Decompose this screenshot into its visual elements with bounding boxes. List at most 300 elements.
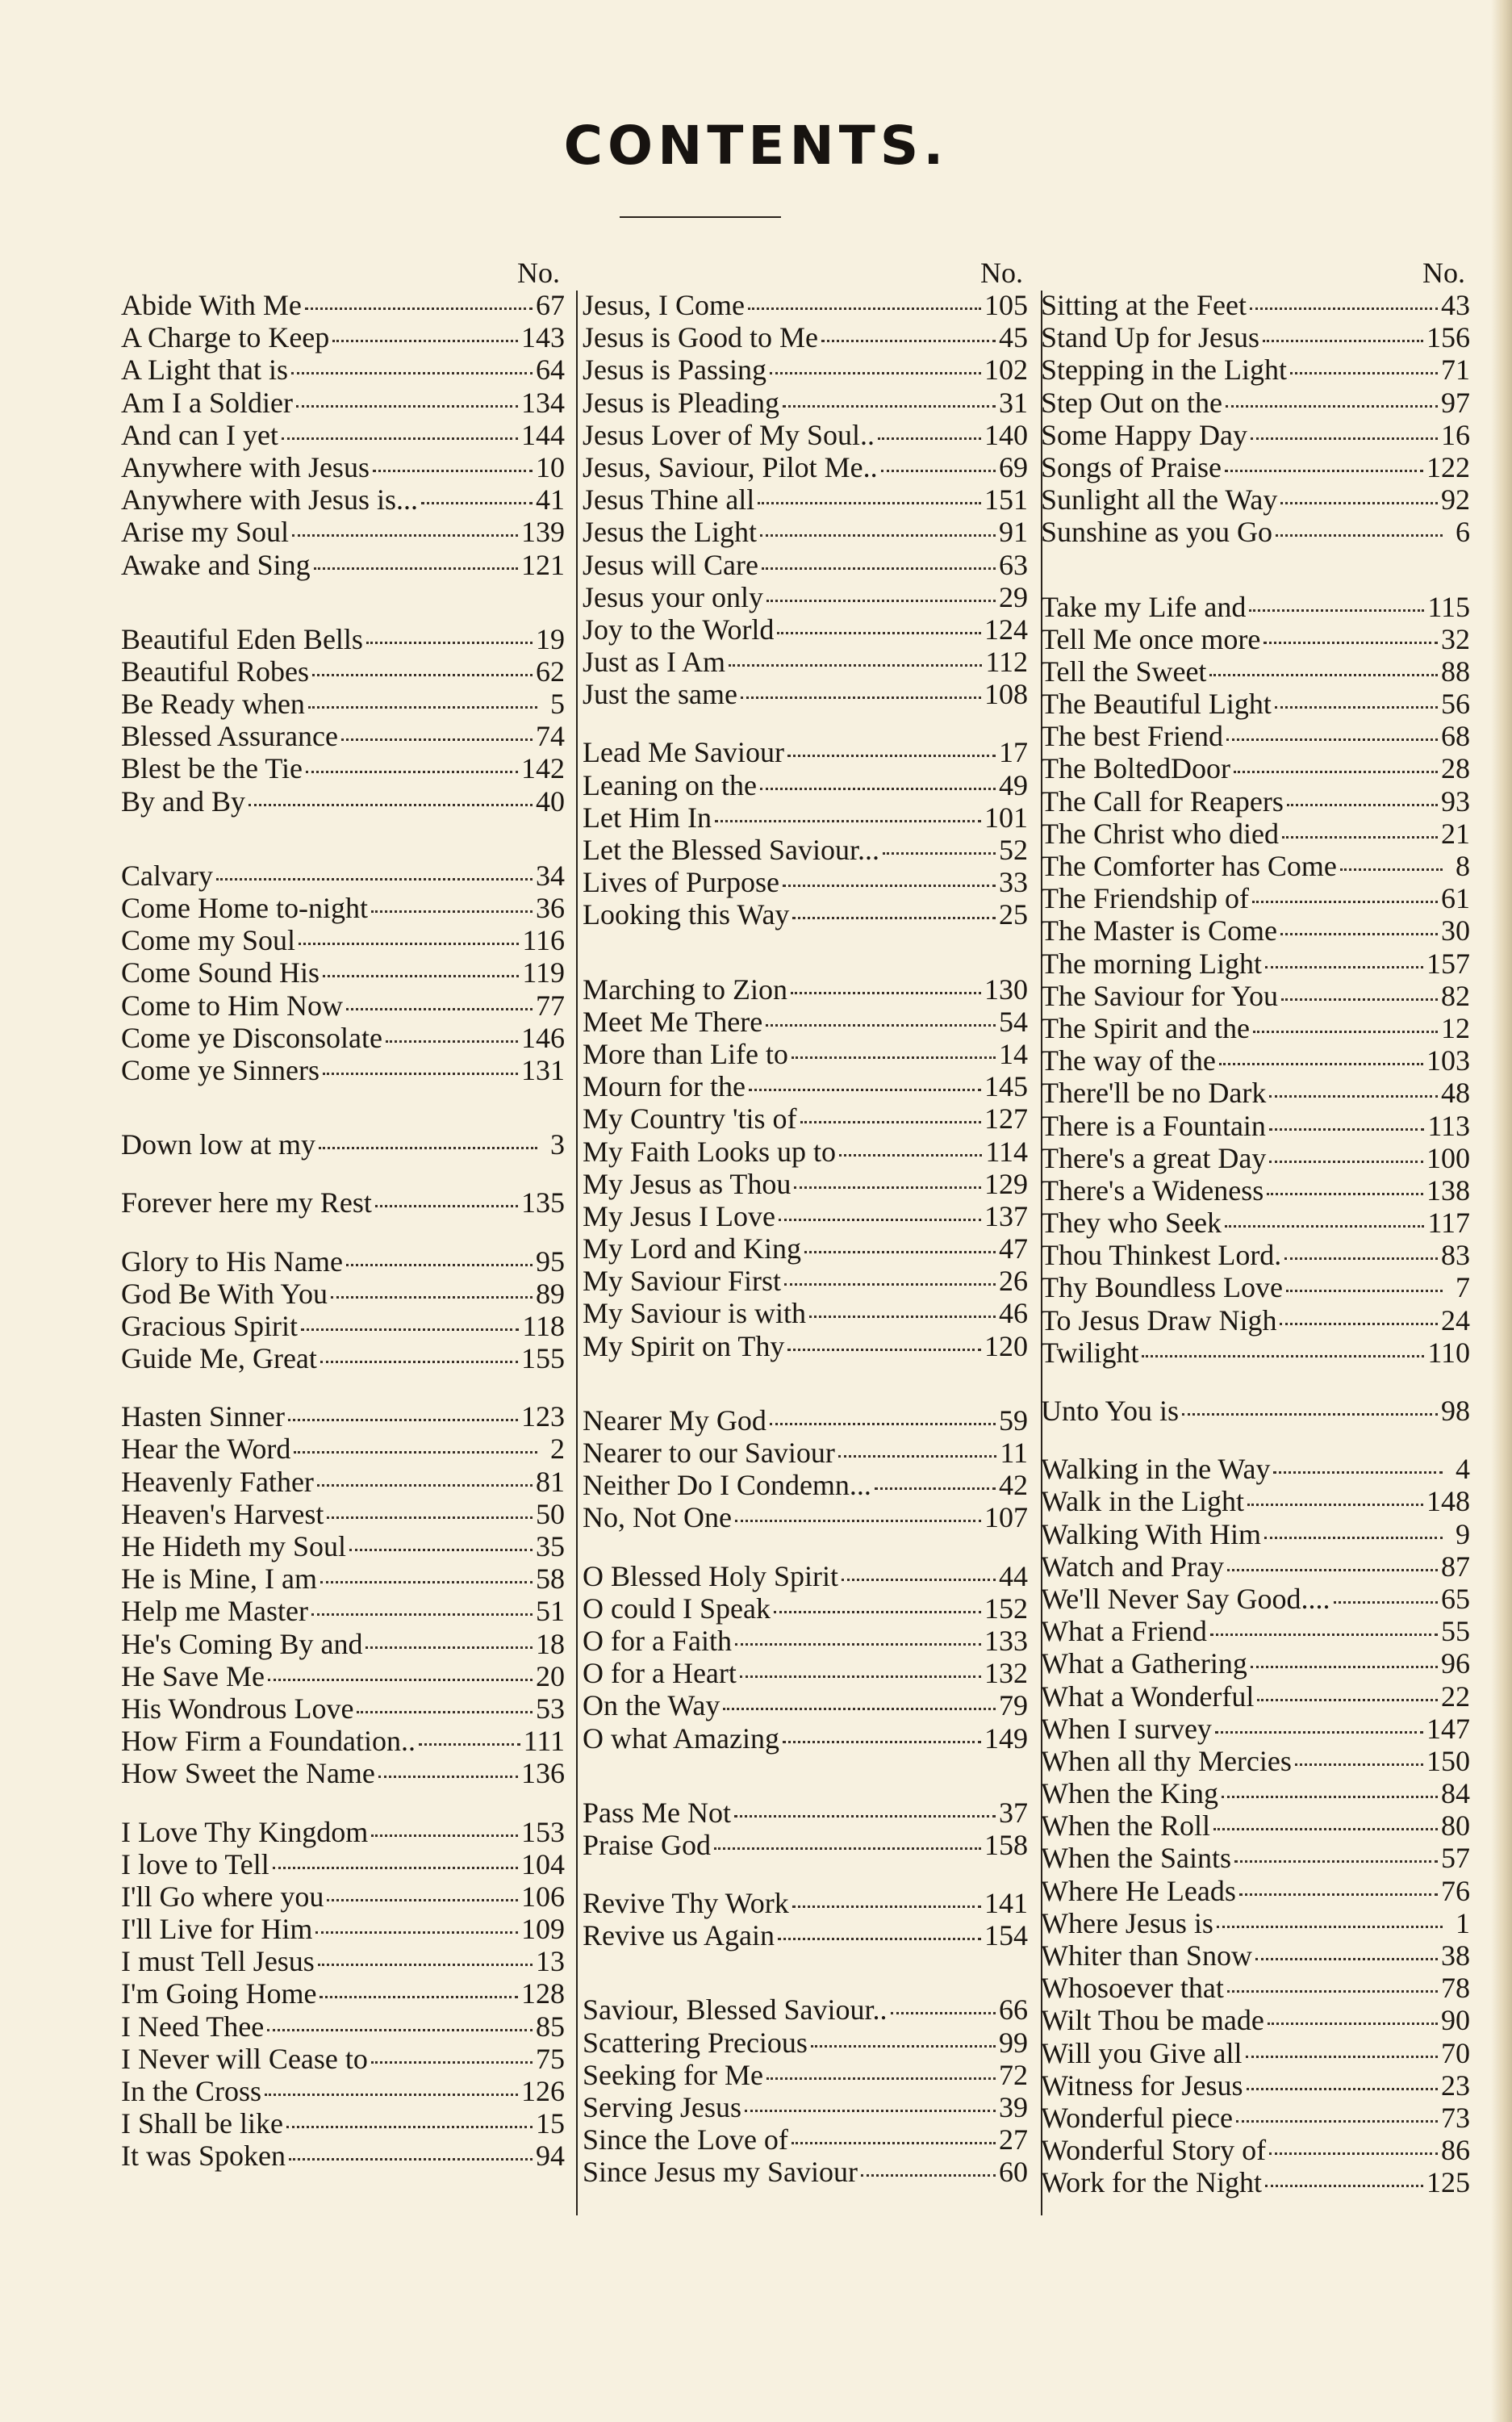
- hymn-title: There's a great Day: [1041, 1141, 1267, 1174]
- contents-entry: [1041, 1583, 1470, 1615]
- dot-leader: [745, 2110, 996, 2112]
- hymn-number: 1: [1456, 1906, 1470, 1939]
- hymn-number: 22: [1441, 1680, 1470, 1713]
- entry-group: [121, 289, 565, 581]
- dot-leader: [1276, 534, 1443, 537]
- hymn-title: Mourn for the: [583, 1070, 746, 1103]
- hymn-number: 40: [536, 784, 565, 818]
- hymn-number: 142: [521, 752, 565, 785]
- dot-leader: [1227, 1569, 1438, 1571]
- dot-leader: [306, 771, 518, 773]
- hymn-number: 150: [1426, 1744, 1470, 1777]
- dot-leader: [289, 2158, 533, 2161]
- hymn-title: What a Gathering: [1041, 1647, 1247, 1680]
- hymn-title: God Be With You: [121, 1277, 328, 1310]
- hymn-number: 52: [999, 834, 1028, 866]
- hymn-title: Jesus is Good to Me: [583, 321, 819, 354]
- dot-leader: [332, 340, 518, 342]
- contents-entry: [121, 1128, 565, 1161]
- hymn-number: 62: [536, 655, 565, 688]
- contents-entry: [583, 973, 1028, 1006]
- hymn-number: 112: [985, 646, 1028, 679]
- hymn-title: Blessed Assurance: [121, 720, 338, 753]
- contents-entry: [121, 483, 565, 516]
- hymn-number: 158: [984, 1828, 1028, 1861]
- hymn-number: 145: [984, 1070, 1028, 1103]
- contents-entry: [1041, 1745, 1470, 1777]
- contents-entry: [583, 1168, 1028, 1200]
- hymn-title: Pass Me Not: [583, 1796, 732, 1829]
- hymn-number: 12: [1441, 1011, 1470, 1044]
- hymn-number: 32: [1441, 622, 1470, 655]
- hymn-title: Come ye Sinners: [121, 1053, 320, 1086]
- hymn-number: 73: [1441, 2101, 1470, 2134]
- hymn-title: Come to Him Now: [121, 989, 343, 1022]
- hymn-number: 95: [536, 1244, 565, 1278]
- contents-entry: [583, 613, 1028, 646]
- dot-leader: [760, 534, 996, 537]
- hymn-number: 152: [984, 1592, 1028, 1625]
- dot-leader: [734, 1815, 996, 1818]
- contents-entry: [583, 321, 1028, 353]
- hymn-title: Down low at my: [121, 1128, 315, 1161]
- dot-leader: [1269, 1095, 1438, 1098]
- dot-leader: [1217, 1926, 1443, 1928]
- dot-leader: [341, 738, 533, 741]
- dot-leader: [821, 340, 996, 342]
- hymn-title: Jesus Thine all: [583, 483, 755, 517]
- hymn-number: 21: [1441, 817, 1470, 850]
- dot-leader: [291, 372, 533, 374]
- hymn-number: 48: [1441, 1077, 1470, 1110]
- hymn-number: 84: [1441, 1777, 1470, 1810]
- hymn-number: 26: [999, 1265, 1028, 1298]
- hymn-title: Thou Thinkest Lord.: [1041, 1239, 1282, 1272]
- contents-entry: [121, 752, 565, 784]
- dot-leader: [766, 1024, 996, 1027]
- dot-leader: [1234, 1860, 1438, 1863]
- dot-leader: [421, 502, 533, 504]
- dot-leader: [766, 2077, 996, 2080]
- hymn-title: It was Spoken: [121, 2140, 286, 2173]
- hymn-number: 14: [999, 1037, 1028, 1070]
- dot-leader: [792, 2142, 996, 2144]
- contents-entry: [121, 924, 565, 956]
- hymn-number: 120: [984, 1329, 1028, 1362]
- contents-entry: [1041, 1550, 1470, 1583]
- dot-leader: [1264, 1537, 1443, 1539]
- contents-entry: [121, 1022, 565, 1054]
- dot-leader: [735, 1520, 981, 1522]
- contents-entry: [583, 2123, 1028, 2156]
- contents-entry: [121, 1913, 565, 1945]
- hymn-title: My Lord and King: [583, 1232, 801, 1265]
- hymn-title: No, Not One: [583, 1501, 732, 1534]
- contents-entry: [1041, 1304, 1470, 1336]
- hymn-title: Witness for Jesus: [1041, 2069, 1243, 2102]
- hymn-number: 89: [536, 1277, 565, 1310]
- title-rule: [620, 216, 781, 218]
- dot-leader: [375, 1205, 518, 1207]
- contents-entry: [121, 1945, 565, 1977]
- hymn-number: 88: [1441, 655, 1470, 688]
- contents-entry: [1041, 1485, 1470, 1517]
- hymn-title: Nearer to our Saviour: [583, 1437, 835, 1469]
- contents-entry: [583, 1592, 1028, 1625]
- dot-leader: [1213, 1828, 1438, 1830]
- page-edge: [1491, 0, 1512, 2422]
- group-spacer: [583, 931, 1028, 973]
- dot-leader: [1263, 340, 1423, 342]
- dot-leader: [778, 1938, 981, 1940]
- hymn-title: Sitting at the Feet: [1041, 289, 1247, 321]
- contents-entry: [121, 1880, 565, 1913]
- group-spacer: [583, 710, 1028, 736]
- hymn-title: Nearer My God: [583, 1403, 766, 1437]
- contents-entry: [1041, 1615, 1470, 1647]
- dot-leader: [777, 632, 981, 634]
- hymn-title: Twilight: [1041, 1336, 1139, 1369]
- dot-leader: [770, 1423, 996, 1425]
- dot-leader: [715, 820, 981, 822]
- hymn-number: 130: [984, 973, 1028, 1006]
- hymn-title: Be Ready when: [121, 688, 305, 721]
- entry-group: [121, 1128, 565, 1161]
- contents-entry: [583, 1265, 1028, 1297]
- dot-leader: [371, 910, 533, 913]
- entry-group: [583, 973, 1028, 1362]
- dot-leader: [1209, 674, 1438, 676]
- hymn-title: The BoltedDoor: [1041, 752, 1230, 785]
- hymn-title: Let Him In: [583, 801, 712, 834]
- dot-leader: [386, 1040, 518, 1043]
- dot-leader: [320, 1361, 518, 1363]
- dot-leader: [1269, 1128, 1424, 1131]
- hymn-number: 2: [550, 1433, 565, 1466]
- group-spacer: [1041, 549, 1470, 591]
- hymn-number: 20: [536, 1659, 565, 1692]
- contents-entry: [1041, 483, 1470, 516]
- hymn-title: Hasten Sinner: [121, 1400, 285, 1433]
- hymn-title: A Light that is: [121, 353, 288, 387]
- dot-leader: [1295, 1763, 1423, 1766]
- contents-entry: [121, 353, 565, 386]
- hymn-number: 87: [1441, 1550, 1470, 1583]
- contents-entry: [121, 387, 565, 419]
- contents-entry: [1041, 1647, 1470, 1680]
- dot-leader: [748, 307, 981, 310]
- hymn-number: 126: [521, 2075, 565, 2107]
- hymn-number: 36: [536, 892, 565, 924]
- dot-leader: [1340, 868, 1443, 871]
- dot-leader: [811, 2045, 996, 2048]
- dot-leader: [1225, 470, 1423, 472]
- contents-entry: [1041, 882, 1470, 914]
- contents-entry: [583, 1887, 1028, 1919]
- contents-entry: [121, 516, 565, 548]
- dot-leader: [331, 1296, 533, 1299]
- dot-leader: [349, 1549, 533, 1551]
- contents-entry: [583, 1136, 1028, 1168]
- hymn-title: Scattering Precious: [583, 2026, 808, 2059]
- contents-entry: [583, 646, 1028, 678]
- hymn-title: I Shall be like: [121, 2107, 283, 2140]
- hymn-title: Beautiful Eden Bells: [121, 622, 363, 655]
- contents-entry: [583, 549, 1028, 581]
- hymn-number: 135: [521, 1186, 565, 1219]
- dot-leader: [740, 1675, 981, 1678]
- group-spacer: [121, 1086, 565, 1128]
- contents-entry: [1041, 1077, 1470, 1109]
- dot-leader: [320, 1996, 518, 1998]
- dot-leader: [319, 1147, 537, 1149]
- hymn-number: 131: [521, 1053, 565, 1086]
- contents-entry: [1041, 1110, 1470, 1142]
- dot-leader: [861, 2174, 996, 2177]
- entry-group: [121, 1186, 565, 1219]
- dot-leader: [729, 664, 982, 667]
- hymn-number: 128: [521, 1977, 565, 2010]
- contents-entry: [1041, 353, 1470, 386]
- hymn-title: The Friendship of: [1041, 882, 1249, 915]
- contents-entry: [121, 2075, 565, 2107]
- hymn-title: I'll Go where you: [121, 1880, 324, 1913]
- contents-entry: [583, 419, 1028, 451]
- hymn-number: 121: [521, 548, 565, 581]
- dot-leader: [301, 1328, 519, 1331]
- hymn-title: Songs of Praise: [1041, 450, 1222, 483]
- hymn-number: 58: [536, 1562, 565, 1596]
- contents-entry: [121, 1466, 565, 1498]
- hymn-number: 140: [984, 418, 1028, 451]
- hymn-title: Anywhere with Jesus: [121, 450, 370, 483]
- hymn-title: Since the Love of: [583, 2123, 788, 2156]
- group-spacer: [121, 581, 565, 623]
- hymn-title: Tell Me once more: [1041, 622, 1261, 655]
- hymn-number: 42: [999, 1469, 1028, 1502]
- dot-leader: [758, 502, 981, 504]
- hymn-title: Lives of Purpose: [583, 866, 779, 899]
- hymn-number: 23: [1441, 2069, 1470, 2102]
- hymn-number: 5: [550, 688, 565, 721]
- hymn-title: Praise God: [583, 1828, 711, 1861]
- hymn-title: On the Way: [583, 1689, 720, 1722]
- hymn-number: 56: [1441, 688, 1470, 721]
- entry-group: [1041, 591, 1470, 1370]
- hymn-title: Sunlight all the Way: [1041, 483, 1278, 517]
- dot-leader: [1142, 1355, 1424, 1357]
- contents-entry: [1041, 1395, 1470, 1427]
- entry-group: [583, 1993, 1028, 2188]
- hymn-title: I'm Going Home: [121, 1977, 317, 2010]
- contents-entry: [1041, 1972, 1470, 2004]
- hymn-title: Step Out on the: [1041, 386, 1222, 419]
- dot-leader: [346, 1264, 533, 1266]
- contents-entry: [1041, 1044, 1470, 1077]
- hymn-number: 69: [999, 450, 1028, 483]
- contents-entry: [1041, 1142, 1470, 1174]
- hymn-number: 153: [521, 1815, 565, 1848]
- group-spacer: [583, 1755, 1028, 1797]
- contents-entry: [121, 892, 565, 924]
- contents-entry: [583, 289, 1028, 321]
- contents-entry: [583, 1437, 1028, 1469]
- group-spacer: [583, 1951, 1028, 1993]
- contents-entry: [583, 1829, 1028, 1861]
- hymn-title: My Faith Looks up to: [583, 1135, 837, 1168]
- dot-leader: [1255, 1958, 1438, 1960]
- hymn-title: Glory to His Name: [121, 1244, 343, 1278]
- contents-entry: [1041, 2102, 1470, 2134]
- hymn-number: 79: [999, 1689, 1028, 1722]
- hymn-title: Will you Give all: [1041, 2036, 1243, 2069]
- dot-leader: [770, 372, 981, 374]
- hymn-title: Beautiful Robes: [121, 655, 309, 688]
- hymn-number: 17: [999, 736, 1028, 769]
- hymn-number: 143: [521, 321, 565, 354]
- hymn-number: 111: [523, 1725, 565, 1758]
- dot-leader: [1250, 307, 1438, 310]
- dot-leader: [371, 2061, 533, 2064]
- contents-entry: [1041, 947, 1470, 980]
- contents-entry: [1041, 1207, 1470, 1239]
- hymn-title: Guide Me, Great: [121, 1342, 317, 1375]
- hymn-title: O for a Faith: [583, 1624, 732, 1657]
- contents-entry: [583, 1657, 1028, 1689]
- contents-entry: [583, 736, 1028, 768]
- hymn-title: They who Seek: [1041, 1207, 1222, 1240]
- dot-leader: [878, 437, 981, 440]
- contents-entry: [583, 678, 1028, 710]
- hymn-number: 66: [999, 1993, 1028, 2027]
- hymn-title: The Beautiful Light: [1041, 688, 1272, 721]
- hymn-title: Am I a Soldier: [121, 386, 293, 419]
- hymn-title: Some Happy Day: [1041, 418, 1247, 451]
- entry-group: [1041, 1453, 1470, 2198]
- hymn-title: I love to Tell: [121, 1847, 269, 1880]
- hymn-title: Marching to Zion: [583, 973, 787, 1006]
- dot-leader: [794, 1186, 981, 1189]
- hymn-title: Watch and Pray: [1041, 1550, 1225, 1583]
- contents-entry: [121, 2140, 565, 2172]
- group-spacer: [583, 1861, 1028, 1887]
- hymn-number: 24: [1441, 1303, 1470, 1336]
- contents-entry: [1041, 1842, 1470, 1874]
- hymn-title: Leaning on the: [583, 768, 757, 801]
- dot-leader: [762, 567, 996, 570]
- hymn-title: The Saviour for You: [1041, 979, 1278, 1012]
- contents-entry: [121, 1433, 565, 1465]
- hymn-number: 85: [536, 2010, 565, 2043]
- contents-entry: [121, 1278, 565, 1310]
- dot-leader: [1334, 1601, 1438, 1604]
- dot-leader: [1282, 836, 1438, 839]
- hymn-title: Come my Soul: [121, 924, 296, 957]
- hymn-title: By and By: [121, 784, 246, 818]
- dot-leader: [875, 1487, 996, 1490]
- hymn-title: Forever here my Rest: [121, 1186, 372, 1219]
- contents-entry: [121, 623, 565, 655]
- contents-entry: [1041, 850, 1470, 882]
- hymn-number: 146: [521, 1021, 565, 1054]
- hymn-number: 90: [1441, 2004, 1470, 2037]
- hymn-number: 99: [999, 2026, 1028, 2059]
- dot-leader: [1287, 804, 1438, 806]
- dot-leader: [1275, 706, 1438, 709]
- contents-entry: [583, 801, 1028, 834]
- entry-group: [583, 736, 1028, 931]
- contents-entry: [1041, 655, 1470, 688]
- hymn-title: He Hideth my Soul: [121, 1530, 346, 1562]
- hymn-title: Jesus, I Come: [583, 289, 745, 321]
- group-spacer: [121, 1790, 565, 1816]
- hymn-title: How Firm a Foundation..: [121, 1725, 416, 1758]
- hymn-number: 132: [984, 1657, 1028, 1690]
- hymn-title: Where He Leads: [1041, 1874, 1236, 1907]
- hymn-title: The best Friend: [1041, 720, 1223, 753]
- hymn-title: Walking With Him: [1041, 1517, 1261, 1550]
- hymn-title: There's a Wideness: [1041, 1173, 1264, 1207]
- dot-leader: [1267, 1193, 1423, 1195]
- dot-leader: [783, 405, 996, 408]
- contents-entry: [1041, 1809, 1470, 1842]
- dot-leader: [1225, 1225, 1424, 1228]
- dot-leader: [292, 534, 518, 537]
- hymn-title: Let the Blessed Saviour...: [583, 834, 879, 866]
- hymn-number: 83: [1441, 1239, 1470, 1272]
- hymn-title: Tell the Sweet: [1041, 655, 1207, 688]
- contents-entry: [1041, 387, 1470, 419]
- hymn-title: Jesus your only: [583, 580, 763, 613]
- hymn-number: 35: [536, 1530, 565, 1562]
- contents-entry: [121, 989, 565, 1022]
- dot-leader: [783, 1741, 981, 1743]
- contents-entry: [583, 1501, 1028, 1533]
- dot-leader: [749, 1089, 981, 1091]
- hymn-title: How Sweet the Name: [121, 1757, 375, 1790]
- dot-leader: [1246, 2056, 1438, 2058]
- hymn-number: 100: [1426, 1141, 1470, 1174]
- contents-entry: [1041, 1713, 1470, 1745]
- contents-entry: [121, 1595, 565, 1627]
- hymn-title: The Call for Reapers: [1041, 784, 1284, 818]
- hymn-number: 53: [536, 1692, 565, 1725]
- dot-leader: [1265, 966, 1423, 968]
- contents-entry: [1041, 289, 1470, 321]
- hymn-number: 93: [1441, 784, 1470, 818]
- dot-leader: [311, 1613, 533, 1616]
- contents-entry: [121, 289, 565, 321]
- column-divider: [576, 291, 578, 2215]
- hymn-title: The Spirit and the: [1041, 1011, 1250, 1044]
- contents-entry: [1041, 688, 1470, 720]
- hymn-title: Jesus will Care: [583, 548, 758, 581]
- dot-leader: [1265, 2185, 1423, 2187]
- hymn-title: Arise my Soul: [121, 516, 290, 549]
- dot-leader: [373, 470, 533, 472]
- contents-entry: [583, 2091, 1028, 2123]
- contents-entry: [121, 720, 565, 752]
- hymn-title: Wonderful piece: [1041, 2101, 1233, 2134]
- contents-entry: [583, 581, 1028, 613]
- hymn-number: 18: [536, 1627, 565, 1660]
- hymn-title: Jesus Lover of My Soul..: [583, 418, 875, 451]
- hymn-number: 86: [1441, 2134, 1470, 2167]
- contents-entry: [1041, 419, 1470, 451]
- contents-entry: [1041, 2166, 1470, 2198]
- dot-leader: [891, 2012, 996, 2014]
- dot-leader: [1222, 1796, 1438, 1798]
